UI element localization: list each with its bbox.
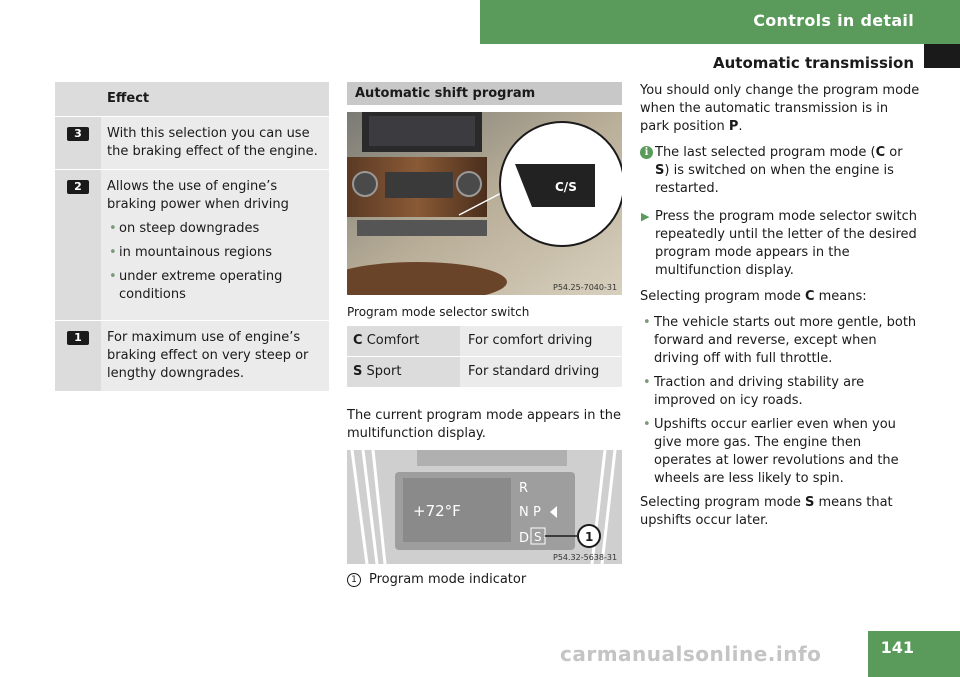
list-item: • in mountainous regions bbox=[107, 244, 323, 262]
table-row bbox=[347, 357, 622, 388]
gear-r: R bbox=[519, 481, 529, 496]
effect-table bbox=[55, 82, 329, 392]
right-column bbox=[640, 82, 920, 538]
effect-text: For maximum use of engine’s braking effect on very steep or lengthy downgrades. bbox=[107, 330, 309, 381]
multifunction-display-photo bbox=[347, 450, 622, 564]
effect-table-header bbox=[55, 82, 329, 117]
page-number: 141 bbox=[880, 638, 914, 657]
table-row bbox=[55, 321, 329, 392]
gear-2-badge: 2 bbox=[67, 180, 89, 194]
effect-text: Allows the use of engine’s braking power when driving bbox=[107, 179, 289, 212]
table-row bbox=[347, 326, 622, 357]
subsection-title: Automatic transmission bbox=[713, 54, 914, 72]
photo-caption: Program mode selector switch bbox=[347, 305, 530, 319]
info-icon: i bbox=[640, 146, 653, 159]
mode-letter: S bbox=[353, 364, 363, 379]
mode-name: Sport bbox=[366, 364, 402, 379]
section-title: Controls in detail bbox=[753, 11, 914, 30]
list-item: • The vehicle starts out more gentle, both forward and reverse, except when driving off with full throttle. bbox=[640, 314, 920, 368]
photo-code: P54.25-7040-31 bbox=[553, 283, 618, 292]
shift-program-heading: Automatic shift program bbox=[347, 82, 622, 105]
temp-readout: +72°F bbox=[413, 502, 461, 520]
comfort-bullets bbox=[640, 314, 920, 488]
list-item: • Traction and driving stability are improved on icy roads. bbox=[640, 374, 920, 410]
switch-label: C/S bbox=[555, 180, 577, 194]
park-note: You should only change the program mode when the automatic transmission is in park position P. bbox=[640, 83, 920, 134]
callout-1: 1 bbox=[585, 530, 594, 544]
gear-s: S bbox=[534, 530, 542, 544]
program-mode-table bbox=[347, 326, 622, 388]
mode-desc: For standard driving bbox=[460, 357, 622, 387]
mode-letter: C bbox=[353, 333, 363, 348]
gear-1-badge: 1 bbox=[67, 331, 89, 345]
effect-header-label: Effect bbox=[101, 82, 329, 116]
watermark: carmanualsonline.info bbox=[560, 642, 822, 666]
list-item: • Upshifts occur earlier even when you give more gas. The engine then operates at lower revolutions and the wheels are less likely to spin. bbox=[640, 416, 920, 488]
gear-n: N bbox=[519, 505, 529, 520]
photo-code: P54.32-5638-31 bbox=[553, 553, 618, 562]
comfort-intro: Selecting program mode C means: bbox=[640, 289, 867, 304]
mode-name: Comfort bbox=[366, 333, 420, 348]
table-row bbox=[55, 117, 329, 170]
info-note: i The last selected program mode (C or S) is switched on when the engine is restarted. bbox=[640, 144, 920, 198]
instruction-step: ▶ Press the program mode selector switch repeatedly until the letter of the desired program mode appears in the multifunction display. bbox=[641, 209, 917, 278]
mode-desc: For comfort driving bbox=[460, 326, 622, 356]
mode-display-paragraph: The current program mode appears in the multifunction display. bbox=[347, 408, 621, 441]
callout-number: 1 bbox=[347, 573, 361, 587]
gear-d: D bbox=[519, 531, 530, 546]
gear-3-badge: 3 bbox=[67, 127, 89, 141]
gear-p: P bbox=[533, 505, 541, 520]
effect-text: With this selection you can use the braking effect of the engine. bbox=[107, 126, 318, 159]
effect-bullets bbox=[107, 220, 323, 304]
list-item: • under extreme operating conditions bbox=[107, 268, 323, 304]
header-marker bbox=[924, 44, 960, 68]
list-item: • on steep downgrades bbox=[107, 220, 323, 238]
selector-switch-photo bbox=[347, 112, 622, 295]
table-row bbox=[55, 170, 329, 321]
sport-note: Selecting program mode S means that upshifts occur later. bbox=[640, 495, 893, 528]
step-arrow-icon: ▶ bbox=[641, 210, 650, 223]
caption-text: Program mode indicator bbox=[369, 572, 527, 587]
indicator-caption bbox=[347, 571, 526, 589]
